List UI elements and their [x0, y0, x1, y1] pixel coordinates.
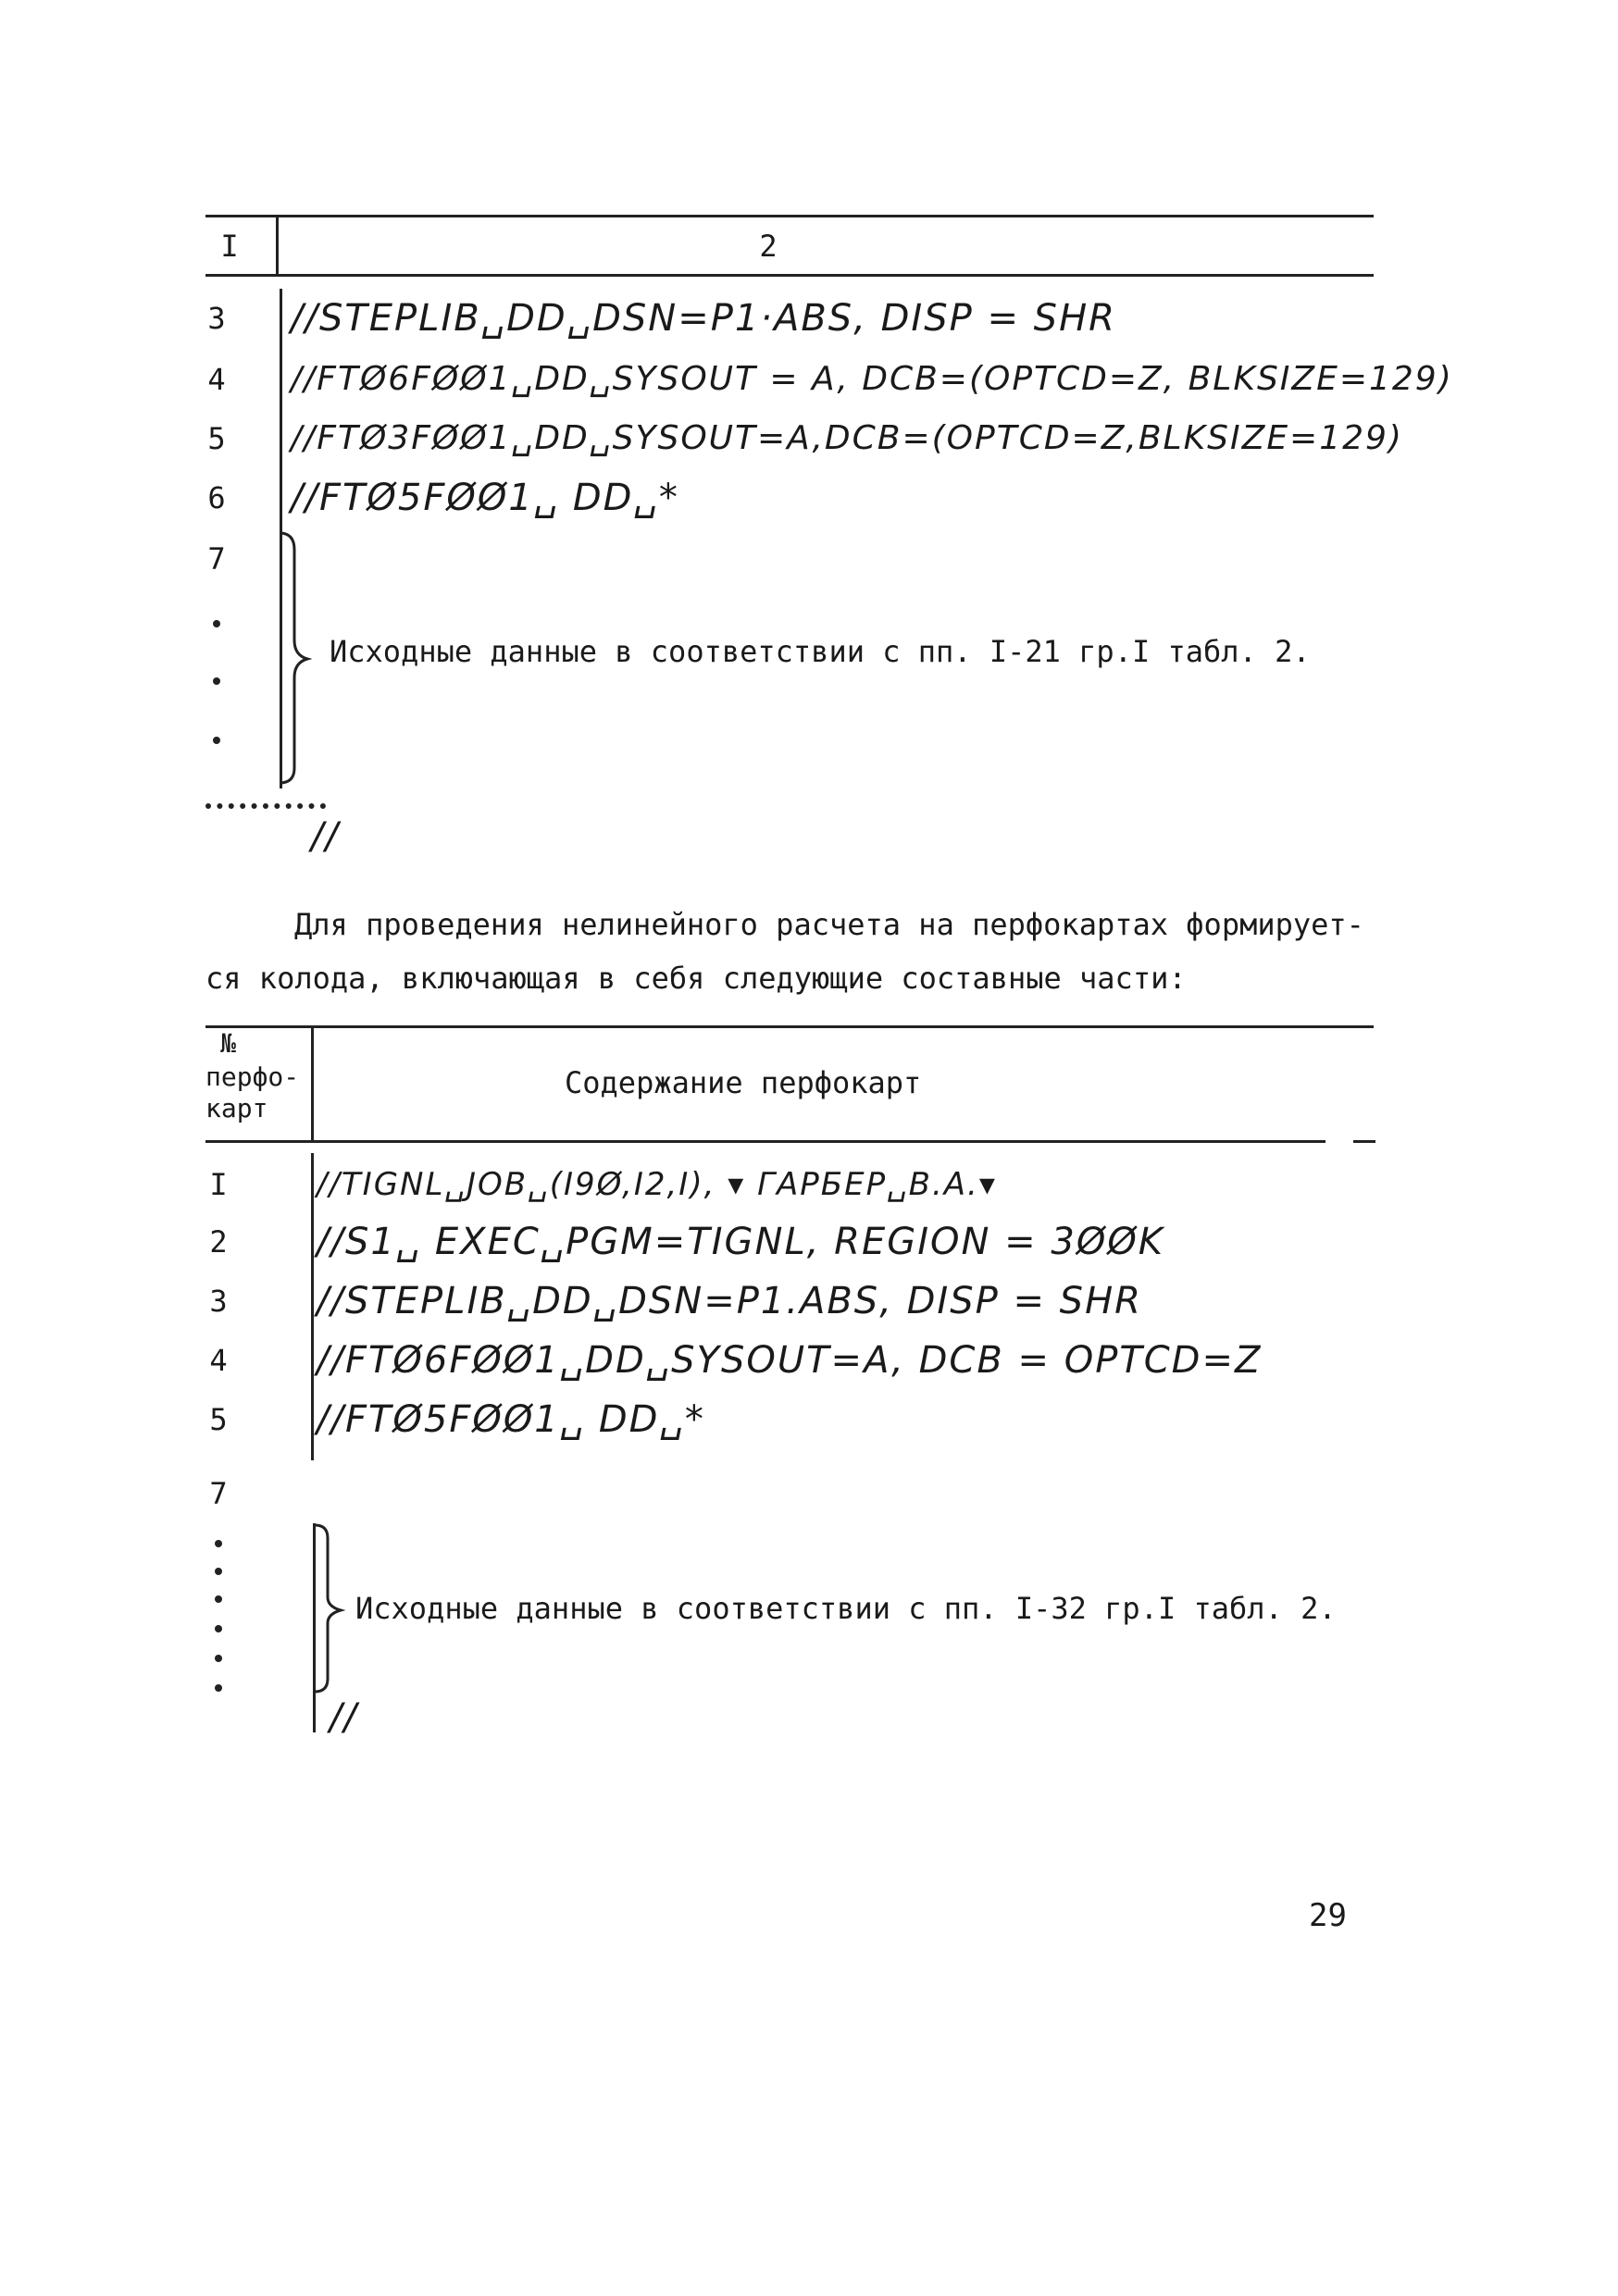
table-2-header-col1-line2: перфо- — [205, 1061, 300, 1092]
table-1-row-code: //FTØ5FØØ1␣ DD␣* — [291, 477, 679, 519]
table-1-row-num: 4 — [207, 362, 226, 397]
table-1-row-code: //STEPLIB␣DD␣DSN=P1·ABS, DISP = SHR — [291, 297, 1116, 340]
table-2-brace — [311, 1523, 348, 1694]
table-2-bracket-start-num: 7 — [209, 1476, 228, 1511]
table-2-row-code: //S1␣ EXEC␣PGM=TIGNL, REGION = 3ØØK — [317, 1221, 1165, 1263]
table-1-bracket-text: Исходные данные в соответствии с пп. I-21 гр.I табл. 2. — [330, 634, 1311, 669]
table-1-row-code: //FTØ6FØØ1␣DD␣SYSOUT = A, DCB=(OPTCD=Z, BLKSIZE=129) — [291, 360, 1453, 398]
table-2-header-col1-line3: карт — [205, 1093, 268, 1123]
table-1-row-num: 3 — [207, 301, 226, 336]
table-2-row-num: 3 — [209, 1284, 228, 1319]
table-2-row-code: //FTØ6FØØ1␣DD␣SYSOUT=A, DCB = OPTCD=Z — [317, 1339, 1263, 1382]
ellipsis-dot — [213, 620, 220, 627]
table-2-row-code: //FTØ5FØØ1␣ DD␣* — [317, 1398, 705, 1441]
table-2-row-code: //STEPLIB␣DD␣DSN=P1.ABS, DISP = SHR — [317, 1280, 1142, 1322]
table-1-dotted-leader — [205, 798, 326, 809]
table-2-header-col2: Содержание перфокарт — [565, 1065, 922, 1100]
page-number: 29 — [1309, 1897, 1347, 1934]
table-2-column-divider — [311, 1025, 314, 1142]
table-2-brace-stem — [313, 1523, 316, 1732]
table-1-header-border — [205, 274, 1374, 277]
table-2-row-num: 5 — [209, 1402, 228, 1437]
table-1-row-code: //FTØ3FØØ1␣DD␣SYSOUT=A,DCB=(OPTCD=Z,BLKSIZE=129) — [291, 419, 1403, 457]
ellipsis-dot — [213, 677, 220, 685]
table-2-header-border-tail — [1353, 1140, 1375, 1143]
table-1-brace — [276, 531, 313, 787]
table-2-bracket-text: Исходные данные в соответствии с пп. I-32 гр.I табл. 2. — [355, 1591, 1337, 1626]
table-1-end-marker: // — [311, 815, 340, 858]
table-2-top-border — [205, 1025, 1374, 1028]
ellipsis-dot — [215, 1625, 222, 1632]
ellipsis-dot — [213, 737, 220, 744]
ellipsis-dot — [215, 1568, 222, 1575]
table-2-body-divider — [311, 1153, 314, 1460]
table-2-row-code: //TIGNL␣JOB␣(I9Ø,I2,I), ▾ ГАРБЕР␣В.А.▾ — [317, 1166, 997, 1203]
ellipsis-dot — [215, 1540, 222, 1547]
table-2-header-col1-line1: № — [220, 1028, 236, 1059]
paragraph-line-1: Для проведения нелинейного расчета на перфокартах формирует- — [294, 907, 1364, 942]
table-1-header-col1: I — [220, 229, 239, 264]
paragraph-line-2: ся колода, включающая в себя следующие составные части: — [205, 961, 1187, 996]
table-2-row-num: I — [209, 1167, 228, 1202]
ellipsis-dot — [215, 1595, 222, 1603]
table-2-row-num: 4 — [209, 1343, 228, 1378]
table-1-header-col2: 2 — [759, 229, 778, 264]
ellipsis-dot — [215, 1684, 222, 1692]
table-1-row-num: 6 — [207, 480, 226, 515]
table-2-row-num: 2 — [209, 1224, 228, 1260]
ellipsis-dot — [215, 1655, 222, 1662]
table-1-top-border — [205, 215, 1374, 217]
table-1-column-divider — [276, 215, 279, 276]
table-2-end-marker: // — [330, 1696, 358, 1739]
table-1-row-num: 5 — [207, 421, 226, 456]
table-2-header-border — [205, 1140, 1326, 1143]
table-1-bracket-start-num: 7 — [207, 541, 226, 577]
